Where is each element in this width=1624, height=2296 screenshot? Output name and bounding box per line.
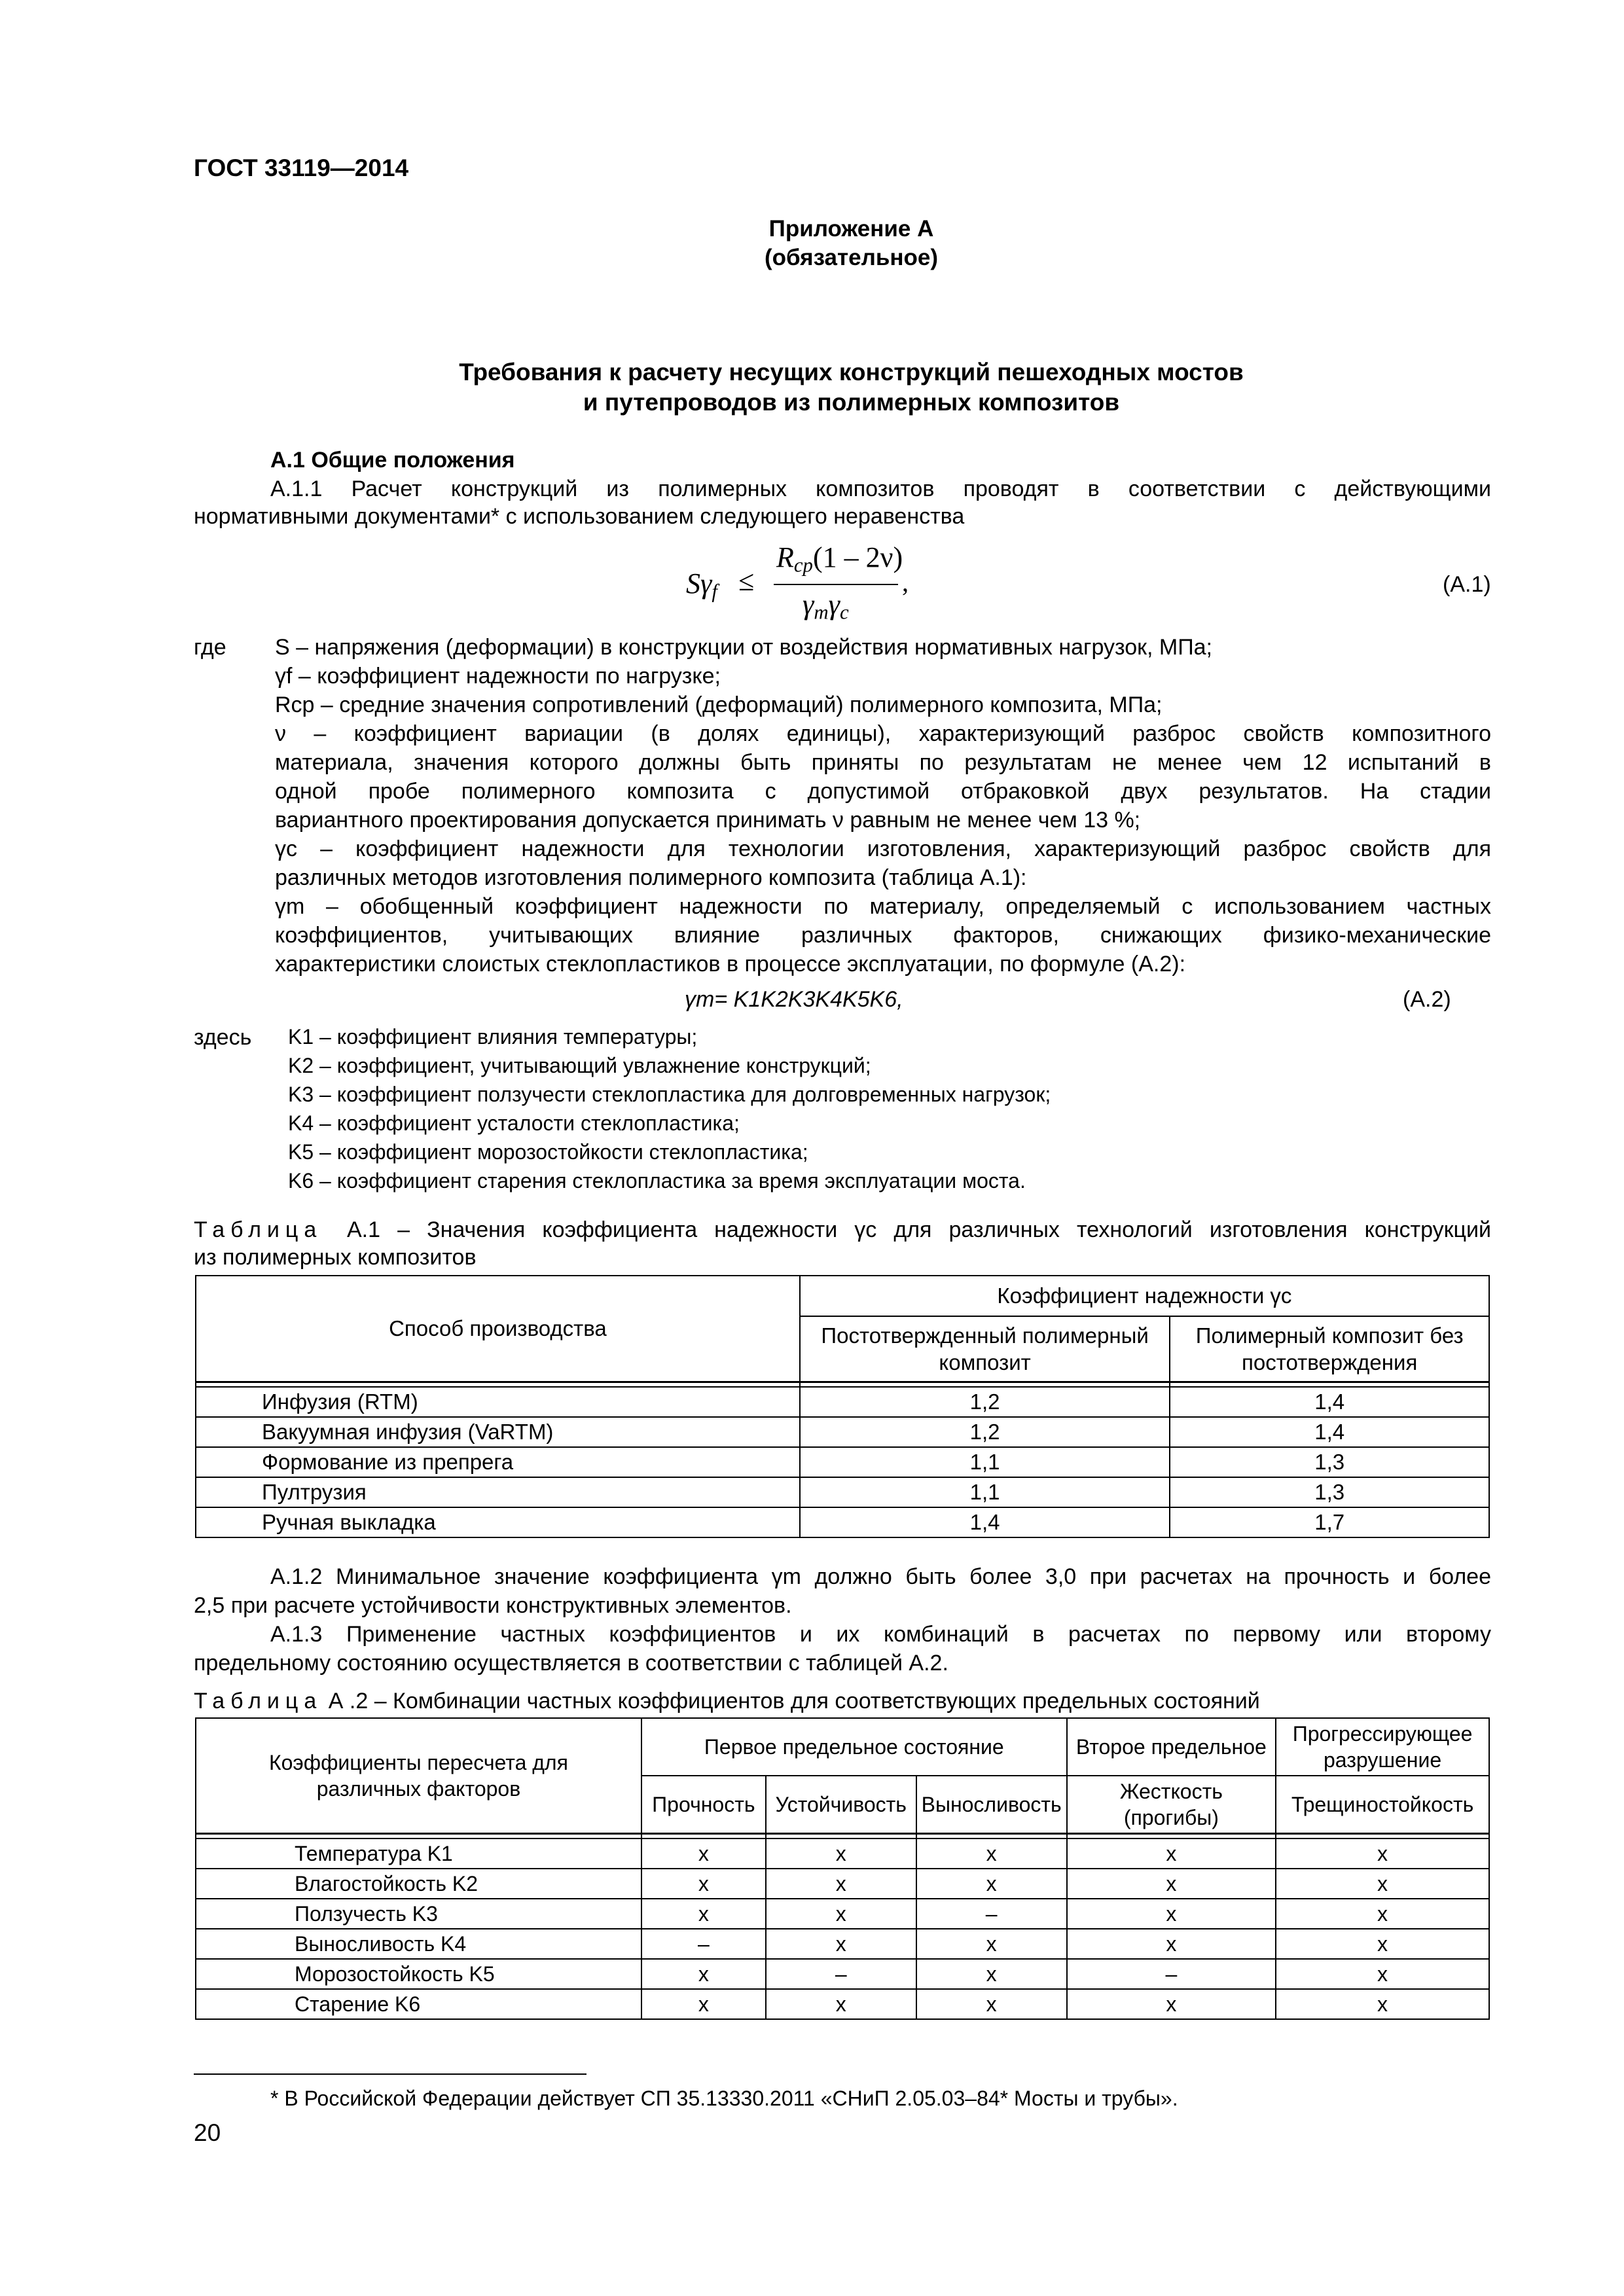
table1-cell-name: Пултрузия — [196, 1477, 800, 1507]
where-nu-line3: одной пробе полимерного композита с допустимой отбраковкой двух результатов. На стадии — [275, 779, 1491, 804]
table2-cell-name: Старение K6 — [196, 1989, 641, 2019]
table-row — [196, 1447, 1489, 1477]
here-k3: K3 – коэффициент ползучести стеклопластика для долговременных нагрузок; — [288, 1083, 1051, 1106]
table2-cell-name: Морозостойкость K5 — [196, 1959, 641, 1989]
table2-cell: x — [766, 1989, 916, 2019]
para-a12-line2: 2,5 при расчете устойчивости конструктивных элементов. — [194, 1593, 792, 1618]
table2-cell-name: Выносливость K4 — [196, 1929, 641, 1959]
para-a12-line1: А.1.2 Минимальное значение коэффициента γm должно быть более 3,0 при расчетах на прочность и более — [270, 1564, 1491, 1589]
table2-cell: x — [1067, 1929, 1276, 1959]
table-a2 — [195, 1717, 1490, 2020]
table2-cell: – — [766, 1959, 916, 1989]
table2-header-stability: Устойчивость — [766, 1776, 916, 1833]
table2-cell: x — [916, 1959, 1067, 1989]
table1-cell-v1: 1,1 — [800, 1477, 1170, 1507]
table-row — [196, 1869, 1489, 1899]
formula-denominator: $\gamma_m\gamma_c$ — [803, 588, 849, 624]
formula-lhs: $S\gamma_f$ — [686, 567, 717, 603]
table1-cell-name: Формование из препрега — [196, 1447, 800, 1477]
table1-cell-name: Ручная выкладка — [196, 1507, 800, 1537]
table-row — [196, 1959, 1489, 1989]
table2-cell: x — [766, 1869, 916, 1899]
page-number: 20 — [194, 2119, 221, 2146]
here-k1: K1 – коэффициент влияния температуры; — [288, 1025, 698, 1049]
table1-header-col1: Постотвержденный полимерный композит — [800, 1316, 1170, 1382]
table2-header-first: Первое предельное состояние — [641, 1718, 1067, 1776]
footnote-rule — [194, 2073, 586, 2075]
table1-caption-line1: А.1 – Значения коэффициента надежности γc для различных технологий изготовления конструкций — [347, 1217, 1491, 1242]
here-k6: K6 – коэффициент старения стеклопластика за время эксплуатации моста. — [288, 1169, 1026, 1193]
table2-cell: x — [641, 1899, 766, 1929]
table2-cell: x — [641, 1989, 766, 2019]
section-heading: А.1 Общие положения — [270, 448, 515, 473]
table2-cell-name: Ползучесть K3 — [196, 1899, 641, 1929]
table-row — [196, 1989, 1489, 2019]
where-gc-line1: γc – коэффициент надежности для технологии изготовления, характеризующий разброс свойств для — [275, 836, 1491, 861]
table2-cell: x — [641, 1839, 766, 1869]
formula-a2: γm= K1K2K3K4K5K6, — [685, 987, 903, 1012]
table2-caption: Таблица А .2 – Комбинации частных коэффициентов для соответствующих предельных состояний — [194, 1689, 1260, 1713]
table2-cell: x — [916, 1869, 1067, 1899]
table1-cell-v1: 1,2 — [800, 1417, 1170, 1447]
table2-cell: x — [1276, 1959, 1489, 1989]
para-a13-line2: предельному состоянию осуществляется в соответствии с таблицей А.2. — [194, 1651, 948, 1676]
where-r: Rср – средние значения сопротивлений (деформаций) полимерного композита, МПа; — [275, 692, 1163, 717]
table1-header-group: Коэффициент надежности γc — [800, 1276, 1489, 1316]
table2-cell: x — [1067, 1989, 1276, 2019]
table1-cell-v1: 1,4 — [800, 1507, 1170, 1537]
table2-header-strength: Прочность — [641, 1776, 766, 1833]
table-row — [196, 1507, 1489, 1537]
formula-a1-label: (А.1) — [1443, 572, 1491, 597]
table2-header-stiffness: Жесткость (прогибы) — [1067, 1776, 1276, 1833]
table2-cell: x — [1067, 1899, 1276, 1929]
table1-cell-v1: 1,2 — [800, 1387, 1170, 1417]
table2-cell: – — [641, 1929, 766, 1959]
para-a11-line1: А.1.1 Расчет конструкций из полимерных композитов проводят в соответствии с действующими — [270, 476, 1491, 501]
table1-header-method: Способ производства — [196, 1276, 800, 1382]
table2-cell: x — [916, 1989, 1067, 2019]
table1-cell-v2: 1,4 — [1170, 1417, 1489, 1447]
table1-cell-v2: 1,3 — [1170, 1477, 1489, 1507]
where-gm-line1: γm – обобщенный коэффициент надежности по материалу, определяемый с использованием частных — [275, 894, 1491, 919]
table-row — [196, 1477, 1489, 1507]
table1-cell-name: Вакуумная инфузия (VaRTM) — [196, 1417, 800, 1447]
table1-cell-v2: 1,4 — [1170, 1387, 1489, 1417]
formula-a2-label: (А.2) — [1403, 987, 1451, 1012]
table2-cell: x — [766, 1839, 916, 1869]
here-label: здесь — [194, 1025, 252, 1050]
table2-cell: x — [1067, 1869, 1276, 1899]
doc-title-line1: Требования к расчету несущих конструкций пешеходных мостов — [459, 359, 1244, 386]
where-nu-line1: ν – коэффициент вариации (в долях единицы), характеризующий разброс свойств композитного — [275, 721, 1491, 746]
table1-cell-v2: 1,3 — [1170, 1447, 1489, 1477]
table2-cell: x — [1276, 1839, 1489, 1869]
table2-cell: x — [1276, 1899, 1489, 1929]
table1-caption-word: Таблица — [194, 1217, 323, 1242]
para-a13-line1: А.1.3 Применение частных коэффициентов и их комбинаций в расчетах по первому или второму — [270, 1622, 1491, 1647]
table2-cell: x — [1067, 1839, 1276, 1869]
table-row — [196, 1387, 1489, 1417]
where-gm-line3: характеристики слоистых стеклопластиков в процессе эксплуатации, по формуле (А.2): — [275, 952, 1186, 977]
appendix-type: (обязательное) — [764, 245, 938, 270]
table2-cell: x — [916, 1839, 1067, 1869]
here-k4: K4 – коэффициент усталости стеклопластика; — [288, 1111, 740, 1135]
table2-header-progressive: Прогрессирующее разрушение — [1276, 1718, 1489, 1776]
where-s: S – напряжения (деформации) в конструкции от воздействия нормативных нагрузок, МПа; — [275, 635, 1212, 660]
doc-title-line2: и путепроводов из полимерных композитов — [583, 389, 1120, 416]
table2-header-factors: Коэффициенты пересчета для различных факторов — [196, 1718, 641, 1833]
where-gm-line2: коэффициентов, учитывающих влияние различных факторов, снижающих физико-механические — [275, 923, 1491, 948]
table-a1 — [195, 1275, 1490, 1538]
here-k2: K2 – коэффициент, учитывающий увлажнение конструкций; — [288, 1054, 871, 1077]
where-gf: γf – коэффициент надежности по нагрузке; — [275, 664, 721, 689]
standard-header: ГОСТ 33119—2014 — [194, 154, 409, 181]
where-label: где — [194, 635, 226, 660]
table-row — [196, 1929, 1489, 1959]
table1-cell-name: Инфузия (RTM) — [196, 1387, 800, 1417]
where-nu-line2: материала, значения которого должны быть приняты по результатам не менее чем 12 испытаний в — [275, 750, 1491, 775]
appendix-title: Приложение А — [768, 216, 934, 242]
formula-numerator: $R_{ср}(1 - 2\nu)$ — [776, 541, 903, 577]
table1-cell-v2: 1,7 — [1170, 1507, 1489, 1537]
table2-cell: – — [916, 1899, 1067, 1929]
formula-comma: , — [902, 567, 909, 597]
table2-cell: x — [1276, 1929, 1489, 1959]
table2-cell: x — [916, 1929, 1067, 1959]
table2-cell: x — [641, 1959, 766, 1989]
table2-cell: x — [766, 1899, 916, 1929]
table1-caption-line2: из полимерных композитов — [194, 1245, 477, 1270]
formula-le: ≤ — [738, 565, 755, 597]
here-k5: K5 – коэффициент морозостойкости стеклопластика; — [288, 1140, 808, 1164]
table-row — [196, 1839, 1489, 1869]
table2-header-endurance: Выносливость — [916, 1776, 1067, 1833]
table1-cell-v1: 1,1 — [800, 1447, 1170, 1477]
table2-cell: x — [1276, 1989, 1489, 2019]
table2-cell: x — [641, 1869, 766, 1899]
para-a11-line2: нормативными документами* с использованием следующего неравенства — [194, 504, 965, 529]
where-nu-line4: вариантного проектирования допускается принимать ν равным не менее чем 13 %; — [275, 808, 1141, 833]
table2-header-second: Второе предельное — [1067, 1718, 1276, 1776]
where-gc-line2: различных методов изготовления полимерного композита (таблица А.1): — [275, 865, 1027, 890]
table2-header-crack: Трещиностойкость — [1276, 1776, 1489, 1833]
table2-cell: x — [1276, 1869, 1489, 1899]
footnote: * В Российской Федерации действует СП 35.13330.2011 «СНиП 2.05.03–84* Мосты и трубы». — [270, 2087, 1178, 2110]
table-row — [196, 1417, 1489, 1447]
table2-cell-name: Влагостойкость K2 — [196, 1869, 641, 1899]
table2-cell-name: Температура K1 — [196, 1839, 641, 1869]
table2-cell: x — [766, 1929, 916, 1959]
table-row — [196, 1899, 1489, 1929]
table1-header-col2: Полимерный композит без постотверждения — [1170, 1316, 1489, 1382]
formula-fraction-bar — [774, 584, 898, 585]
table2-cell: – — [1067, 1959, 1276, 1989]
